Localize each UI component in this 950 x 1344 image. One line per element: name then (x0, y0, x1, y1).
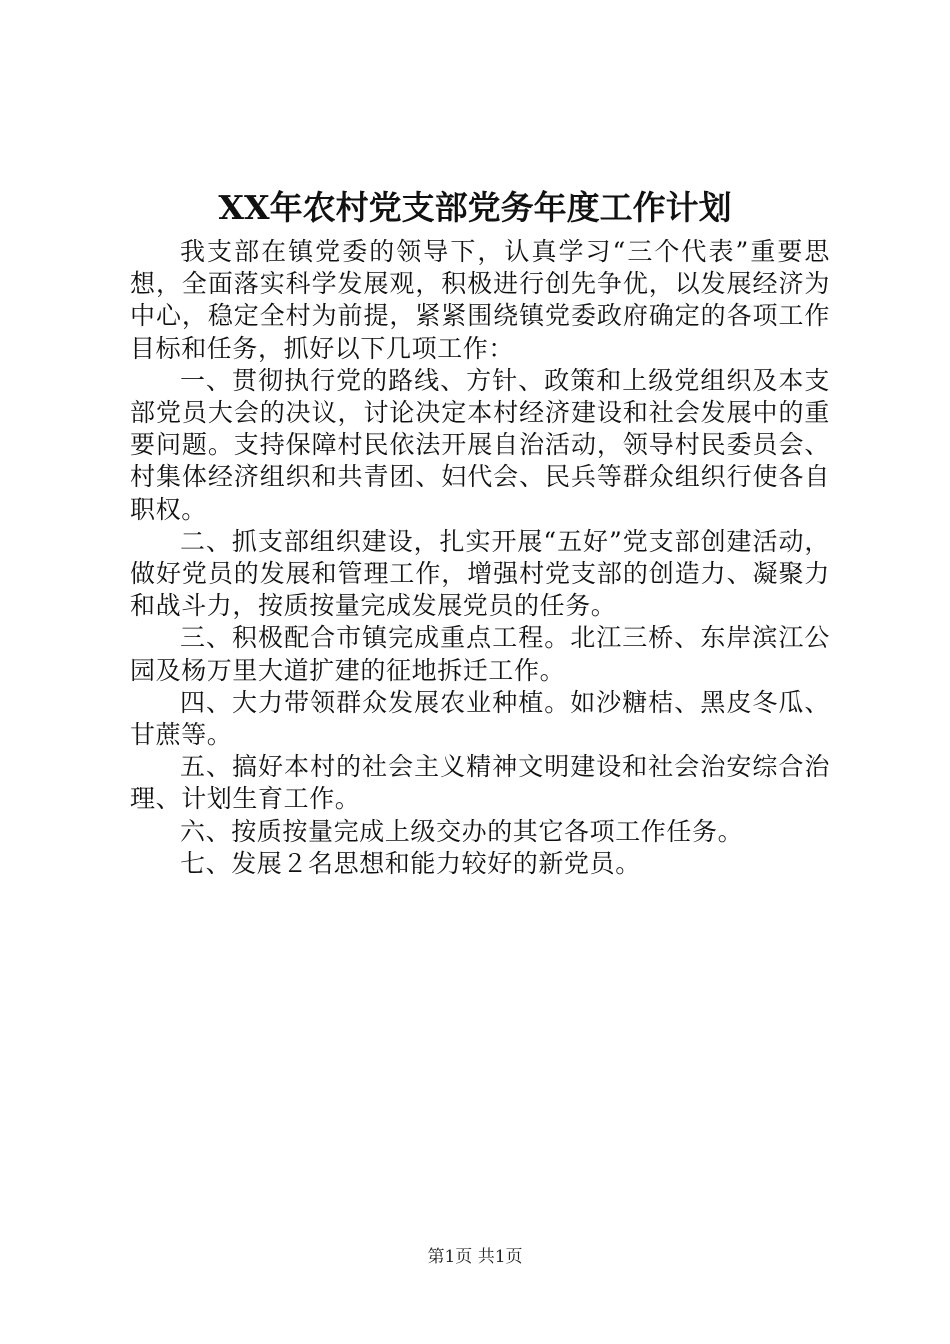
paragraph-item-7: 七、发展２名思想和能力较好的新党员。 (180, 848, 641, 878)
document-body (130, 236, 830, 880)
paragraph-item-3: 三、积极配合市镇完成重点工程。北江三桥、东岸滨江公园及杨万里大道扩建的征地拆迁工作。 (130, 623, 830, 685)
document-title: XX年农村党支部党务年度工作计划 (218, 188, 732, 227)
paragraph-item-2: 二、抓支部组织建设，扎实开展“五好”党支部创建活动，做好党员的发展和管理工作，增强村党支部的创造力、凝聚力和战斗力，按质按量完成发展党员的任务。 (130, 526, 830, 621)
paragraph-item-4: 四、大力带领群众发展农业种植。如沙糖桔、黑皮冬瓜、甘蔗等。 (130, 687, 830, 750)
paragraph-item-1: 一、贯彻执行党的路线、方针、政策和上级党组织及本支部党员大会的决议，讨论决定本村经济建设和社会发展中的重要问题。支持保障村民依法开展自治活动，领导村民委员会、村集体经济组织和共青团、妇代会、民兵等群众组织行使各自职权。 (130, 365, 830, 524)
page-number-footer: 第1页 共1页 (427, 1247, 523, 1267)
paragraph-item-5: 五、搞好本村的社会主义精神文明建设和社会治安综合治理、计划生育工作。 (130, 752, 830, 814)
paragraph-intro: 我支部在镇党委的领导下，认真学习“三个代表”重要思想，全面落实科学发展观，积极进行创先争优，以发展经济为中心，稳定全村为前提，紧紧围绕镇党委政府确定的各项工作目标和任务，抓好以下几项工作： (130, 237, 830, 363)
paragraph-item-6: 六、按质按量完成上级交办的其它各项工作任务。 (180, 816, 744, 846)
